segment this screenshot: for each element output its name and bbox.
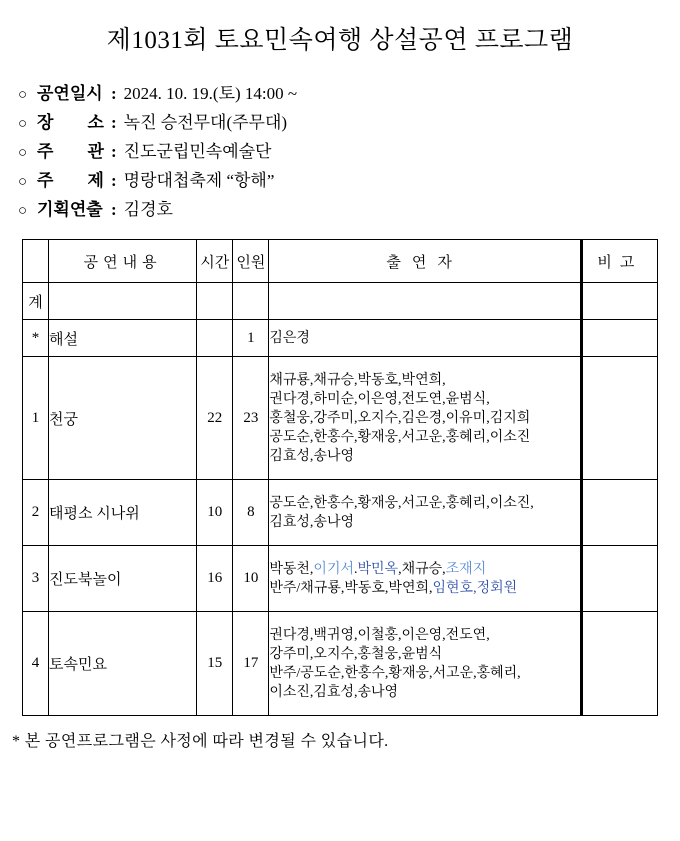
table-row <box>23 612 658 716</box>
cast-name-segment: 공도순,한홍수,황재웅,서고운,홍혜리,이소진 <box>269 429 531 445</box>
cast-line <box>269 683 579 702</box>
bullet-icon: ○ <box>18 174 28 190</box>
cast-line <box>269 494 579 513</box>
cell-headcount: 8 <box>233 480 269 546</box>
cast-line <box>269 513 579 532</box>
footnote-text: * 본 공연프로그램은 사정에 따라 변경될 수 있습니다. <box>12 733 389 750</box>
cell-row-number: 계 <box>23 283 49 320</box>
cell-headcount: 10 <box>233 546 269 612</box>
cell-program-name: 진도북놀이 <box>49 546 197 612</box>
bullet-icon: ○ <box>18 203 28 219</box>
cell-duration: 15 <box>197 612 233 716</box>
cell-program-name: 천궁 <box>49 357 197 480</box>
meta-label-theme-part1: 주 <box>37 171 54 190</box>
cell-cast <box>269 546 581 612</box>
meta-row-director <box>18 196 680 225</box>
cell-program-name: 토속민요 <box>49 612 197 716</box>
cell-cast <box>269 283 581 320</box>
table-row <box>23 480 658 546</box>
cell-program-name <box>49 283 197 320</box>
cell-note <box>581 546 657 612</box>
cell-headcount: 17 <box>233 612 269 716</box>
cell-cast <box>269 320 581 357</box>
table-row <box>23 546 658 612</box>
table-row <box>23 357 658 480</box>
program-table <box>22 239 658 716</box>
cell-row-number: 1 <box>23 357 49 480</box>
table-row <box>23 320 658 357</box>
meta-value-director: 김경호 <box>123 200 173 219</box>
meta-colon-theme: : <box>111 171 117 190</box>
cast-line <box>269 447 579 466</box>
cast-name-segment: 이소진,김효성,송나영 <box>269 684 399 700</box>
cell-cast <box>269 357 581 480</box>
meta-label-venue-part2: 소 <box>87 113 104 132</box>
meta-label-host-part2: 관 <box>87 142 104 161</box>
page-title: 제1031회 토요민속여행 상설공연 프로그램 <box>106 27 574 54</box>
cast-name-segment: 홍철웅,강주미,오지수,김은경,이유미,김지희 <box>269 410 531 426</box>
cast-line <box>269 560 579 579</box>
program-table-wrapper <box>22 239 658 716</box>
cell-headcount: 1 <box>233 320 269 357</box>
cast-line <box>269 626 579 645</box>
meta-colon-venue: : <box>111 113 117 132</box>
cast-name-segment: 공도순,한홍수,황재웅,서고운,홍혜리,이소진, <box>269 495 534 511</box>
cast-line <box>269 390 579 409</box>
bullet-icon: ○ <box>18 145 28 161</box>
cast-name-segment: 권다경,백귀영,이철홍,이은영,전도연, <box>269 627 490 643</box>
meta-label-venue-part1: 장 <box>37 113 54 132</box>
cast-line <box>269 428 579 447</box>
cast-name-segment: 조재지 <box>445 561 487 577</box>
meta-label-venue <box>37 109 111 136</box>
cast-name-segment: 권다경,하미순,이은영,전도연,윤범식, <box>269 391 490 407</box>
cell-row-number: 3 <box>23 546 49 612</box>
meta-row-host <box>18 138 680 167</box>
cast-name-segment: 박동천, <box>269 561 314 577</box>
meta-value-venue: 녹진 승전무대(주무대) <box>123 113 288 132</box>
cast-name-segment: 임현호,정회원 <box>432 580 518 596</box>
cast-name-segment: 김효성,송나영 <box>269 514 354 530</box>
cast-name-segment: 김은경 <box>269 330 310 346</box>
cast-name-segment: 이기서 <box>313 561 354 577</box>
meta-value-date: 2024. 10. 19.(토) 14:00 ~ <box>123 84 298 103</box>
cell-note <box>581 480 657 546</box>
table-header-row <box>23 240 658 283</box>
meta-label-host <box>37 138 111 165</box>
cell-headcount <box>233 283 269 320</box>
meta-row-theme <box>18 167 680 196</box>
cast-line <box>269 645 579 664</box>
meta-label-host-part1: 주 <box>37 142 54 161</box>
column-header-duration: 시간 <box>197 240 233 283</box>
column-header-cast: 출연자 <box>269 240 581 283</box>
cast-line <box>269 579 579 598</box>
meta-row-date <box>18 80 680 109</box>
column-header-no <box>23 240 49 283</box>
cell-duration: 10 <box>197 480 233 546</box>
cast-name-segment: 김효성,송나영 <box>269 448 354 464</box>
meta-value-theme: 명랑대첩축제 “항해” <box>123 171 275 190</box>
performance-meta-block <box>18 80 680 225</box>
table-head <box>23 240 658 283</box>
bullet-icon: ○ <box>18 87 28 103</box>
cast-name-segment: 박민옥 <box>357 561 399 577</box>
column-header-note: 비고 <box>581 240 657 283</box>
cell-row-number: 2 <box>23 480 49 546</box>
meta-colon-date: : <box>111 84 117 103</box>
meta-value-host: 진도군립민속예술단 <box>123 142 272 161</box>
cast-name-segment: 강주미,오지수,홍철웅,윤범식 <box>269 646 443 662</box>
meta-colon-director: : <box>111 200 117 219</box>
cast-name-segment: 반주/채규룡,박동호,박연희, <box>269 580 433 596</box>
cell-note <box>581 357 657 480</box>
cell-cast <box>269 480 581 546</box>
cell-row-number: * <box>23 320 49 357</box>
cast-line <box>269 329 579 348</box>
cell-headcount: 23 <box>233 357 269 480</box>
cast-line <box>269 409 579 428</box>
meta-row-venue <box>18 109 680 138</box>
cast-name-segment: . <box>354 561 358 577</box>
meta-colon-host: : <box>111 142 117 161</box>
cell-cast <box>269 612 581 716</box>
column-header-program-name: 공연내용 <box>49 240 197 283</box>
cell-program-name: 해설 <box>49 320 197 357</box>
meta-label-theme-part2: 제 <box>87 171 104 190</box>
meta-label-director: 기획연출 <box>37 200 103 219</box>
cast-name-segment: 채규룡,채규승,박동호,박연희, <box>269 372 446 388</box>
cell-duration <box>197 320 233 357</box>
bullet-icon: ○ <box>18 116 28 132</box>
cell-duration <box>197 283 233 320</box>
column-header-headcount: 인원 <box>233 240 269 283</box>
cell-note <box>581 612 657 716</box>
cell-program-name: 태평소 시나위 <box>49 480 197 546</box>
cast-line <box>269 371 579 390</box>
table-row <box>23 283 658 320</box>
cell-duration: 16 <box>197 546 233 612</box>
cell-duration: 22 <box>197 357 233 480</box>
meta-label-theme <box>37 167 111 194</box>
table-body <box>23 283 658 716</box>
cell-note <box>581 283 657 320</box>
cast-line <box>269 664 579 683</box>
cell-row-number: 4 <box>23 612 49 716</box>
cast-name-segment: 반주/공도순,한홍수,황재웅,서고운,홍혜리, <box>269 665 521 681</box>
cell-note <box>581 320 657 357</box>
cast-name-segment: ,채규승, <box>398 561 446 577</box>
meta-label-date: 공연일시 <box>37 84 103 103</box>
